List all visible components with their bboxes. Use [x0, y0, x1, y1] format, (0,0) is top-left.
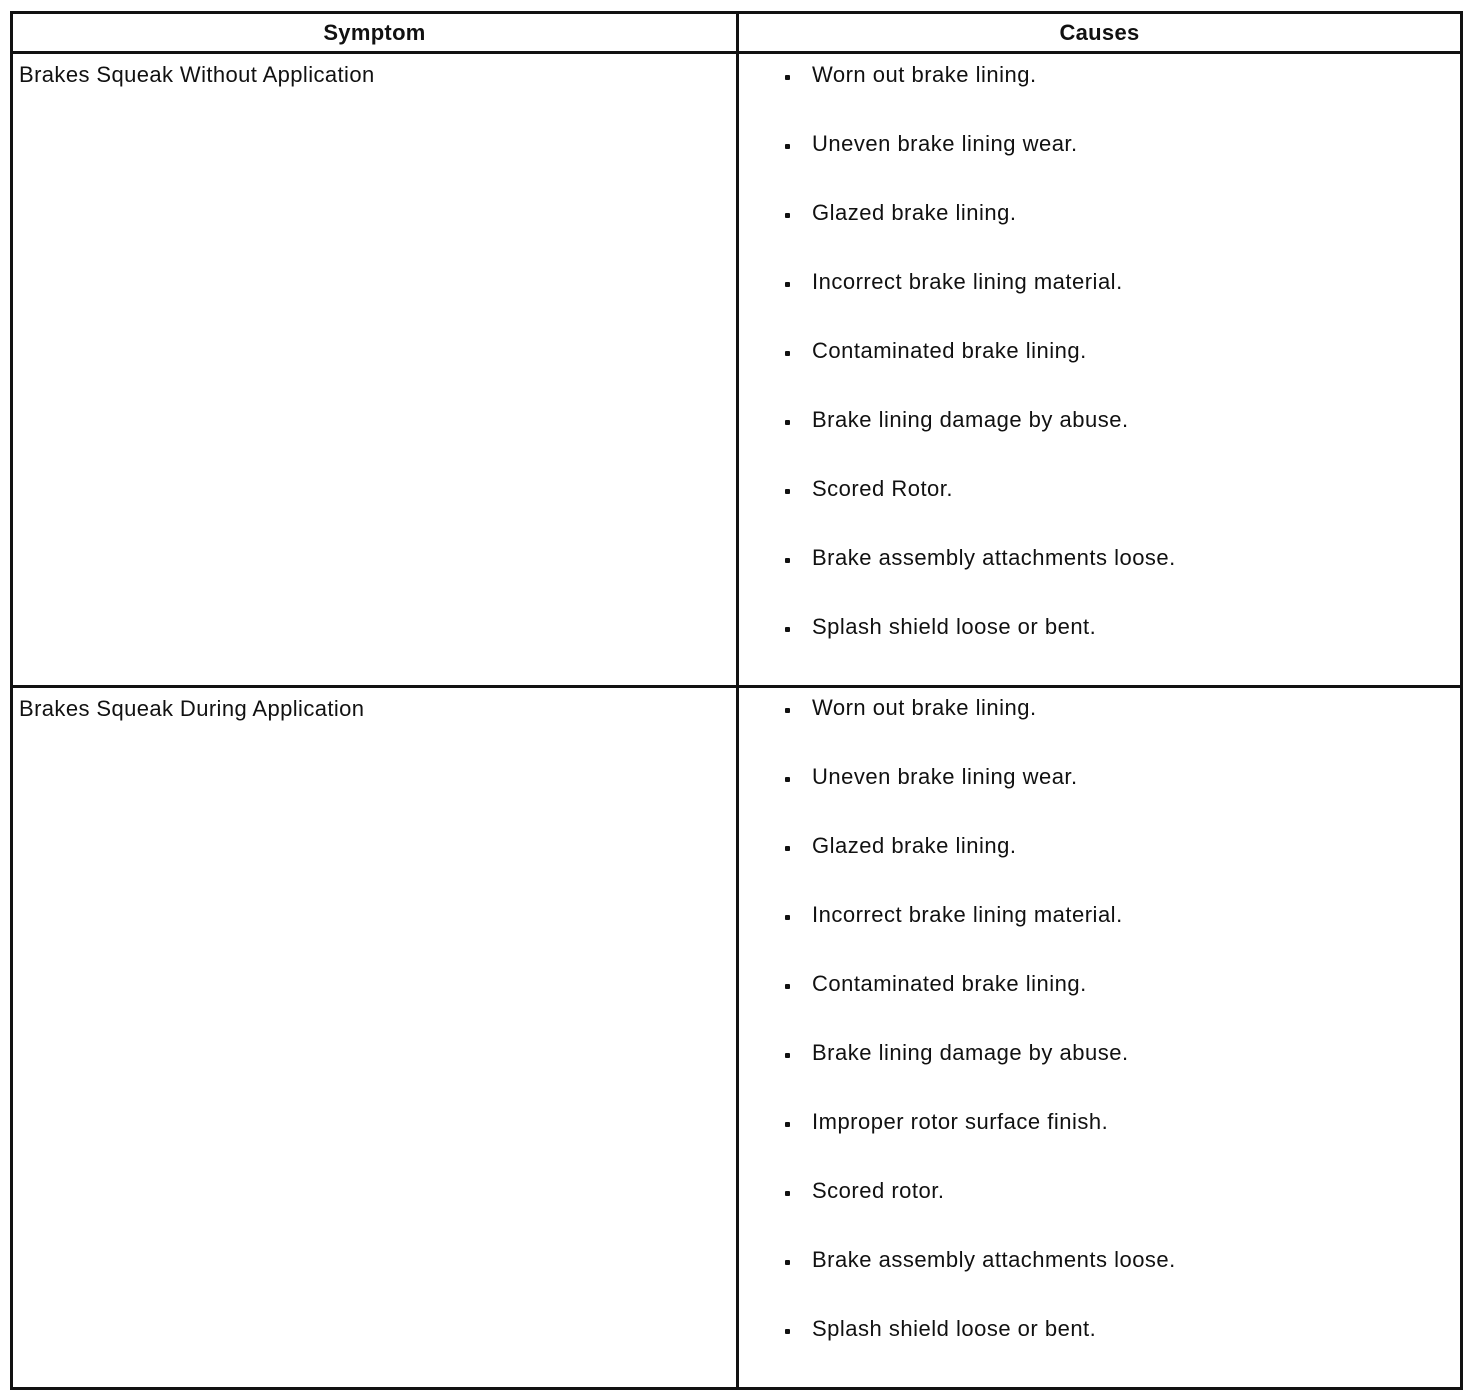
- cause-text: Contaminated brake lining.: [812, 971, 1087, 996]
- cause-text: Glazed brake lining.: [812, 200, 1017, 225]
- bullet-icon: [785, 282, 790, 287]
- cause-text: Uneven brake lining wear.: [812, 764, 1078, 789]
- table-row: [12, 53, 1462, 687]
- cause-text: Scored Rotor.: [812, 476, 954, 501]
- list-item: [739, 1111, 1460, 1180]
- table-header-row: [12, 13, 1462, 53]
- bullet-icon: [785, 777, 790, 782]
- list-item: [739, 766, 1460, 835]
- bullet-icon: [785, 75, 790, 80]
- bullet-icon: [785, 420, 790, 425]
- symptom-cell: Brakes Squeak Without Application: [12, 53, 738, 687]
- list-item: [739, 1180, 1460, 1249]
- causes-cell: [738, 687, 1462, 1389]
- table-row: [12, 687, 1462, 1389]
- list-item: [739, 1042, 1460, 1111]
- cause-text: Brake assembly attachments loose.: [812, 545, 1176, 570]
- cause-text: Uneven brake lining wear.: [812, 131, 1078, 156]
- bullet-icon: [785, 846, 790, 851]
- cause-text: Brake assembly attachments loose.: [812, 1247, 1176, 1272]
- list-item: [739, 1249, 1460, 1318]
- bullet-icon: [785, 351, 790, 356]
- bullet-icon: [785, 144, 790, 149]
- list-item: [739, 340, 1460, 409]
- bullet-icon: [785, 558, 790, 563]
- cause-text: Contaminated brake lining.: [812, 338, 1087, 363]
- cause-text: Worn out brake lining.: [812, 695, 1037, 720]
- cause-text: Incorrect brake lining material.: [812, 269, 1123, 294]
- cause-text: Glazed brake lining.: [812, 833, 1017, 858]
- list-item: [739, 973, 1460, 1042]
- list-item: [739, 478, 1460, 547]
- bullet-icon: [785, 708, 790, 713]
- list-item: [739, 133, 1460, 202]
- bullet-icon: [785, 489, 790, 494]
- list-item: [739, 1318, 1460, 1387]
- bullet-icon: [785, 1053, 790, 1058]
- bullet-icon: [785, 1122, 790, 1127]
- bullet-icon: [785, 1191, 790, 1196]
- list-item: [739, 616, 1460, 685]
- list-item: [739, 547, 1460, 616]
- list-item: [739, 271, 1460, 340]
- bullet-icon: [785, 627, 790, 632]
- causes-column-header: Causes: [738, 13, 1462, 53]
- cause-text: Improper rotor surface finish.: [812, 1109, 1109, 1134]
- bullet-icon: [785, 915, 790, 920]
- bullet-icon: [785, 984, 790, 989]
- bullet-icon: [785, 1260, 790, 1265]
- bullet-icon: [785, 213, 790, 218]
- list-item: [739, 835, 1460, 904]
- list-item: [739, 202, 1460, 271]
- cause-list: [739, 54, 1460, 685]
- cause-text: Worn out brake lining.: [812, 62, 1037, 87]
- list-item: [739, 409, 1460, 478]
- cause-list: [739, 688, 1460, 1387]
- cause-text: Scored rotor.: [812, 1178, 945, 1203]
- bullet-icon: [785, 1329, 790, 1334]
- list-item: [739, 697, 1460, 766]
- list-item: [739, 904, 1460, 973]
- symptom-column-header: Symptom: [12, 13, 738, 53]
- diagnostic-table-page: [10, 11, 1460, 1360]
- causes-cell: [738, 53, 1462, 687]
- cause-text: Splash shield loose or bent.: [812, 1316, 1097, 1341]
- cause-text: Brake lining damage by abuse.: [812, 407, 1129, 432]
- cause-text: Incorrect brake lining material.: [812, 902, 1123, 927]
- cause-text: Brake lining damage by abuse.: [812, 1040, 1129, 1065]
- cause-text: Splash shield loose or bent.: [812, 614, 1097, 639]
- list-item: [739, 64, 1460, 133]
- symptom-cell: Brakes Squeak During Application: [12, 687, 738, 1389]
- symptom-causes-table: [10, 11, 1463, 1390]
